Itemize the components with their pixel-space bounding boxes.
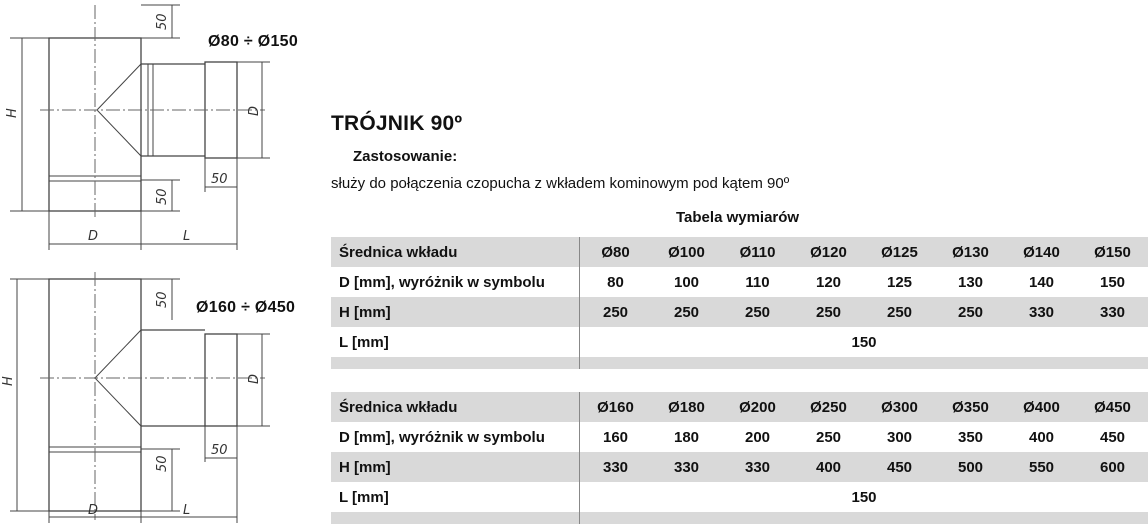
table-cell: 350 <box>935 422 1006 452</box>
table-cell: 110 <box>722 267 793 297</box>
table-cell: 500 <box>935 452 1006 482</box>
table-row <box>331 452 1148 482</box>
dimensions-table-large <box>331 392 1148 524</box>
table-cell: 130 <box>935 267 1006 297</box>
table-cell: 450 <box>864 452 935 482</box>
table-cell: 80 <box>580 267 652 297</box>
table-cell: 180 <box>651 422 722 452</box>
dim-l-bottom: L <box>183 503 190 518</box>
table-cell: Ø130 <box>935 237 1006 267</box>
table-row <box>331 237 1148 267</box>
table-row <box>331 422 1148 452</box>
table-row <box>331 482 1148 512</box>
table-cell-span: 150 <box>580 327 1148 357</box>
table-cell: Ø160 <box>580 392 652 422</box>
table-cell: 250 <box>793 297 864 327</box>
table-cell: 100 <box>651 267 722 297</box>
dim-50-side: 50 <box>211 443 228 458</box>
table-caption: Tabela wymiarów <box>676 209 799 226</box>
table-cell: 330 <box>651 452 722 482</box>
table-cell: 150 <box>1077 267 1148 297</box>
dim-50-side: 50 <box>211 172 228 187</box>
table-row <box>331 392 1148 422</box>
table-cell: 120 <box>793 267 864 297</box>
dim-50-top: 50 <box>155 291 170 308</box>
table-cell: 450 <box>1077 422 1148 452</box>
table-row <box>331 327 1148 357</box>
table-cell: 250 <box>580 297 652 327</box>
table-row <box>331 267 1148 297</box>
table-cell: 330 <box>722 452 793 482</box>
row-label: D [mm], wyróżnik w symbolu <box>331 267 580 297</box>
table-cell: 160 <box>580 422 652 452</box>
dim-50-bottom: 50 <box>155 188 170 205</box>
table-cell: Ø300 <box>864 392 935 422</box>
table-cell: 400 <box>1006 422 1077 452</box>
table-cell: 550 <box>1006 452 1077 482</box>
dim-d-bottom: D <box>88 229 98 244</box>
table-cell: Ø450 <box>1077 392 1148 422</box>
table-cell: 125 <box>864 267 935 297</box>
table-cell: Ø110 <box>722 237 793 267</box>
usage-description: służy do połączenia czopucha z wkładem kominowym pod kątem 90º <box>331 175 789 192</box>
table-cell: 600 <box>1077 452 1148 482</box>
table-spacer <box>331 512 1148 524</box>
dim-h: H <box>1 376 16 386</box>
table-cell: 330 <box>1077 297 1148 327</box>
row-label: L [mm] <box>331 482 580 512</box>
table-cell-span: 150 <box>580 482 1148 512</box>
table-cell: 300 <box>864 422 935 452</box>
row-label: Średnica wkładu <box>331 237 580 267</box>
dimensions-table-small <box>331 237 1148 369</box>
usage-heading: Zastosowanie: <box>353 148 457 165</box>
table-cell: 250 <box>722 297 793 327</box>
table-cell: 250 <box>793 422 864 452</box>
row-label: D [mm], wyróżnik w symbolu <box>331 422 580 452</box>
dim-l-bottom: L <box>183 229 190 244</box>
row-label: H [mm] <box>331 452 580 482</box>
table-cell: 250 <box>651 297 722 327</box>
dim-50-bottom: 50 <box>155 455 170 472</box>
table-cell: 140 <box>1006 267 1077 297</box>
technical-drawings <box>0 0 330 528</box>
dim-d-side: D <box>247 374 262 384</box>
table-cell: Ø200 <box>722 392 793 422</box>
page-title: TRÓJNIK 90º <box>331 112 462 136</box>
dim-d-side: D <box>247 106 262 116</box>
table-spacer <box>331 357 1148 369</box>
table-cell: 200 <box>722 422 793 452</box>
diameter-range-label-small: Ø80 ÷ Ø150 <box>208 33 298 51</box>
table-cell: Ø250 <box>793 392 864 422</box>
diameter-range-label-large: Ø160 ÷ Ø450 <box>196 299 295 317</box>
table-cell: Ø400 <box>1006 392 1077 422</box>
table-cell: 330 <box>580 452 652 482</box>
row-label: H [mm] <box>331 297 580 327</box>
table-cell: Ø140 <box>1006 237 1077 267</box>
table-cell: Ø180 <box>651 392 722 422</box>
table-cell: 250 <box>935 297 1006 327</box>
table-cell: Ø150 <box>1077 237 1148 267</box>
row-label: L [mm] <box>331 327 580 357</box>
table-cell: Ø80 <box>580 237 652 267</box>
dim-h: H <box>5 108 20 118</box>
row-label: Średnica wkładu <box>331 392 580 422</box>
table-cell: Ø120 <box>793 237 864 267</box>
table-cell: Ø350 <box>935 392 1006 422</box>
table-row <box>331 297 1148 327</box>
table-cell: Ø125 <box>864 237 935 267</box>
table-cell: 250 <box>864 297 935 327</box>
table-cell: Ø100 <box>651 237 722 267</box>
dim-d-bottom: D <box>88 503 98 518</box>
dim-50-top: 50 <box>155 13 170 30</box>
table-cell: 330 <box>1006 297 1077 327</box>
table-cell: 400 <box>793 452 864 482</box>
